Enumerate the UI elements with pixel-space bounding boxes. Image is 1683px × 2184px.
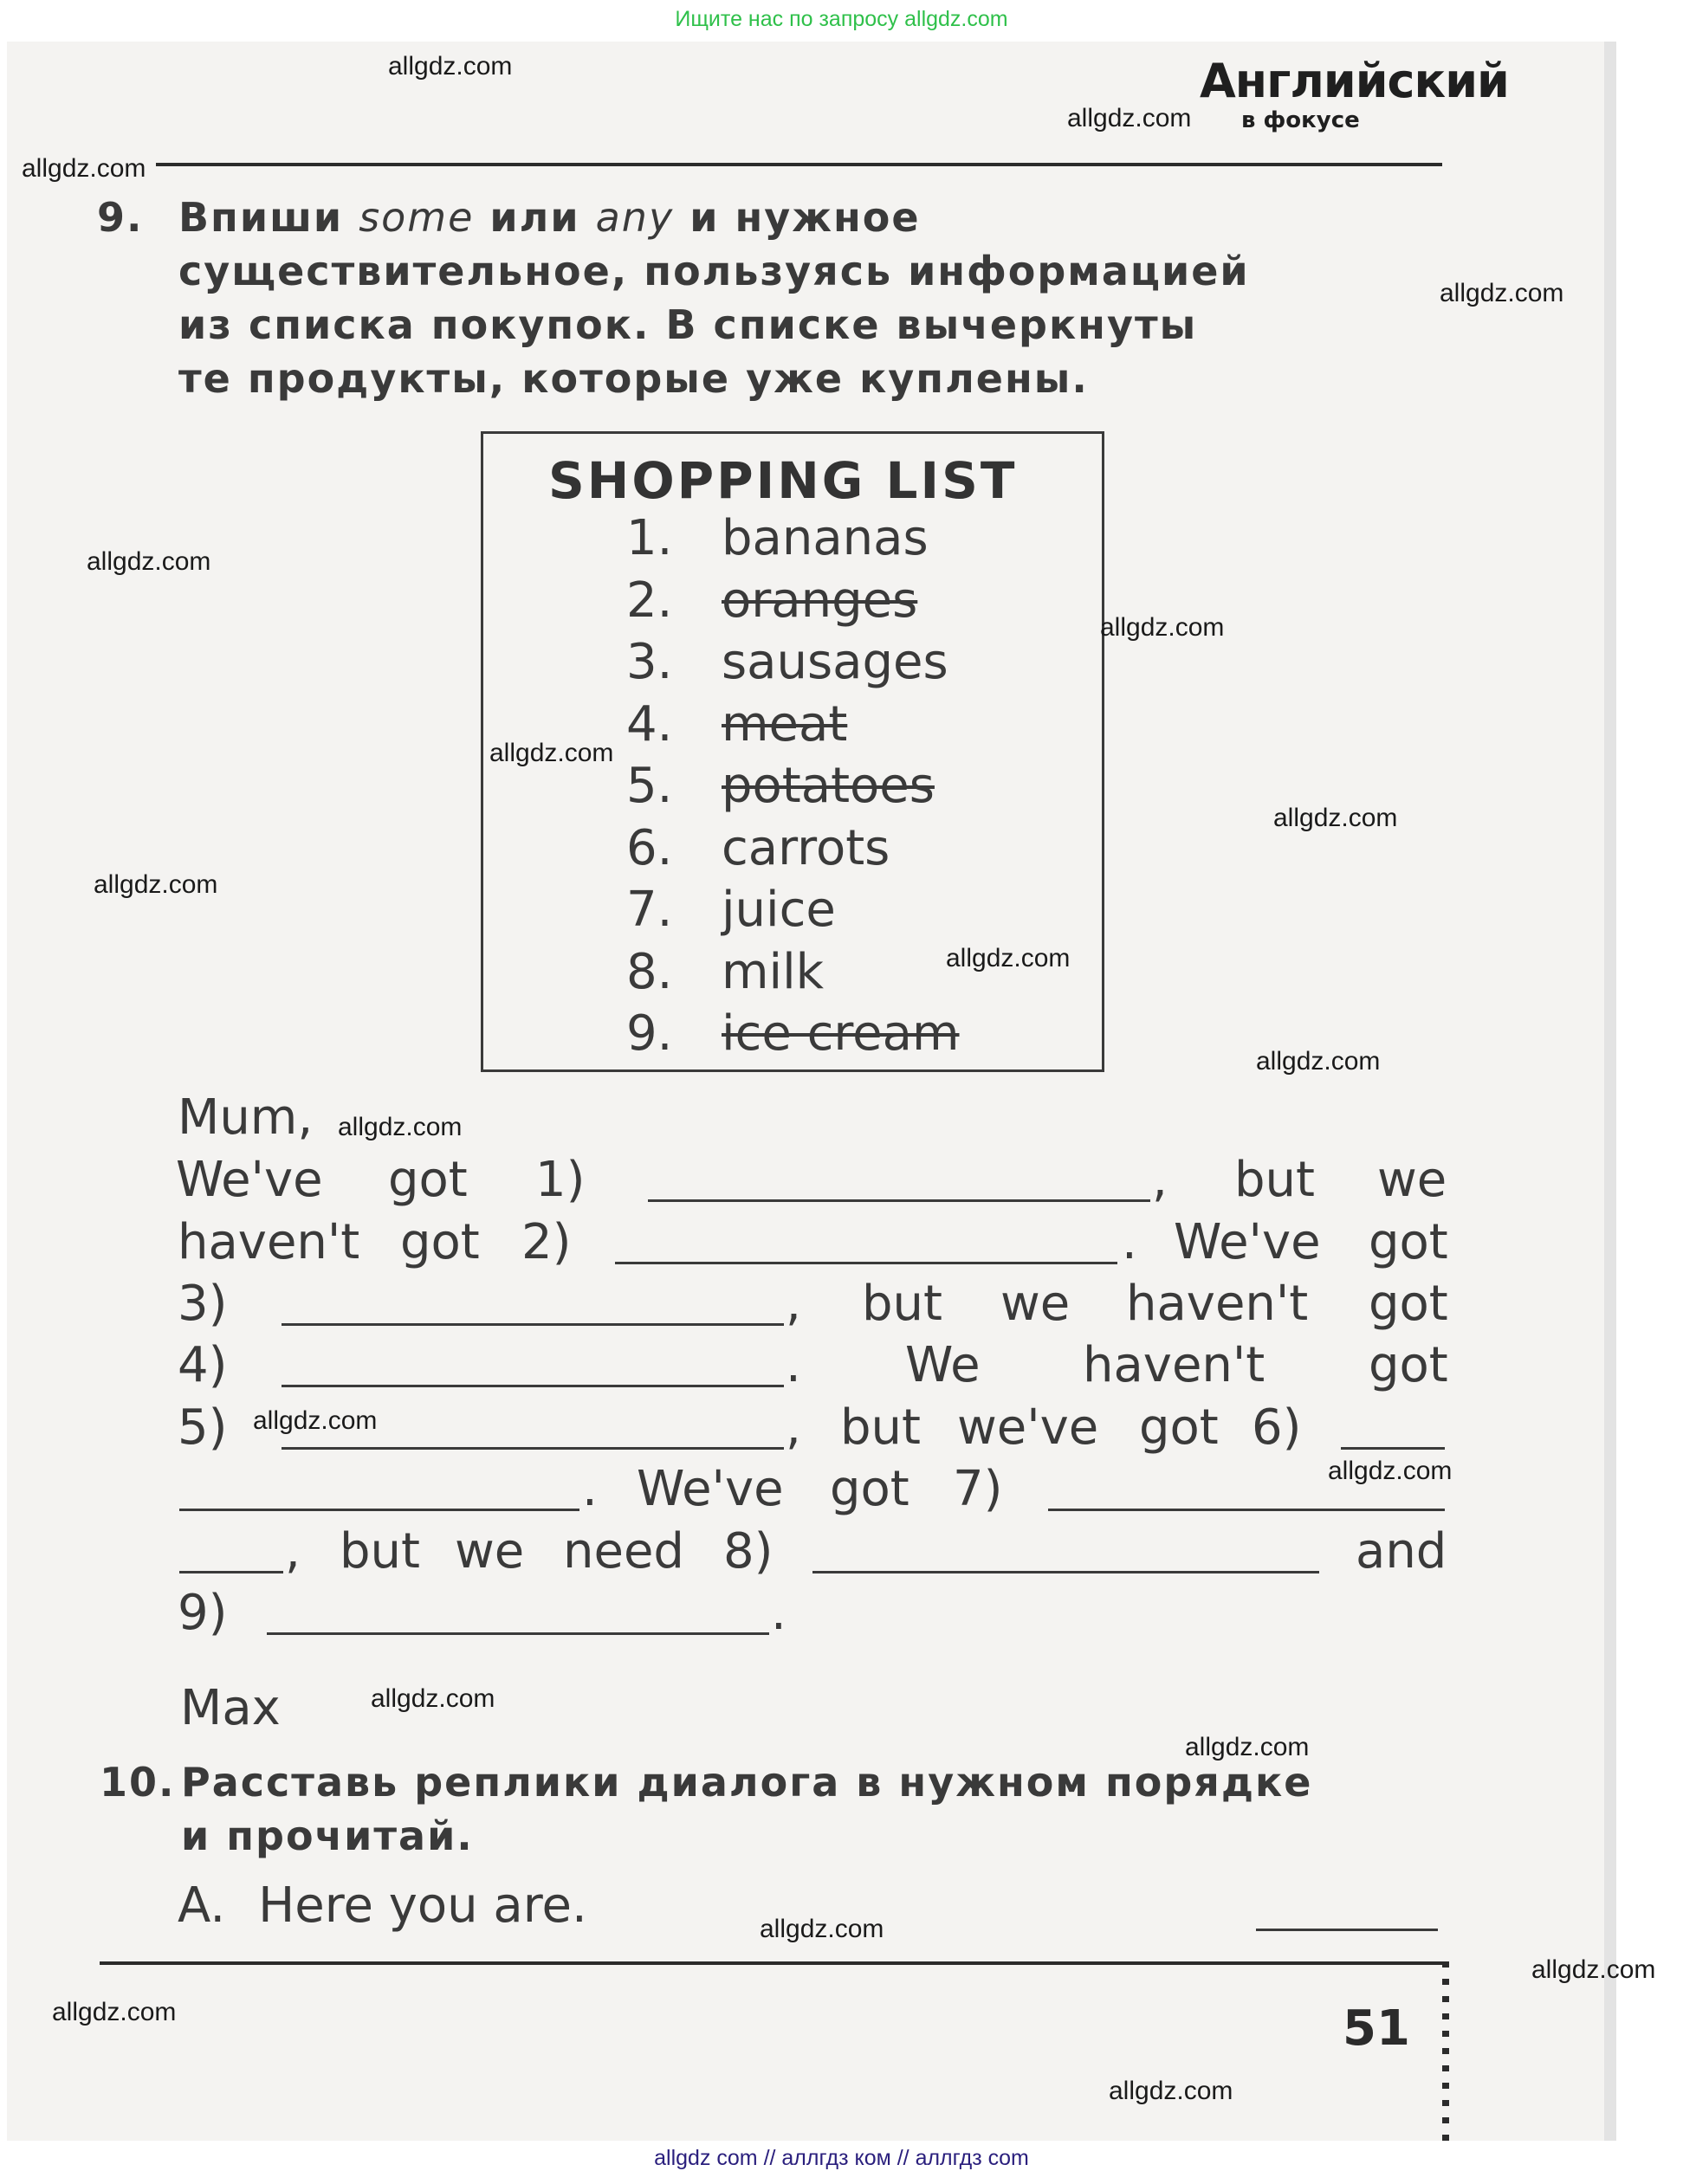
text-word: got xyxy=(830,1461,909,1517)
text-word: we xyxy=(1377,1152,1447,1208)
list-item xyxy=(626,820,890,882)
answer-blank-8[interactable] xyxy=(812,1571,1319,1573)
text-word: haven't xyxy=(178,1214,360,1270)
text-word: sausages xyxy=(722,634,948,690)
reply-a-order-blank[interactable] xyxy=(1256,1929,1438,1931)
header-rule xyxy=(156,163,1442,166)
logo-subtitle: в фокусе xyxy=(1241,107,1360,133)
watermark: allgdz.com xyxy=(52,1998,177,2026)
watermark: allgdz.com xyxy=(760,1915,884,1943)
task-9-line-2: существительное, пользуясь информацией xyxy=(178,248,1250,294)
list-item-crossed xyxy=(626,1005,960,1068)
text-word: juice xyxy=(722,882,836,938)
task-10-line-2: и прочитай. xyxy=(181,1812,474,1859)
item-number: 1. xyxy=(626,510,673,566)
text-word: got xyxy=(400,1214,480,1270)
answer-blank-9[interactable] xyxy=(267,1632,769,1635)
list-item xyxy=(626,882,836,944)
watermark: allgdz.com xyxy=(946,944,1071,972)
item-number: 5. xyxy=(626,758,673,814)
watermark: allgdz.com xyxy=(87,547,211,576)
text-word: potatoes xyxy=(722,758,935,814)
text-word: 2) xyxy=(521,1214,572,1270)
watermark: allgdz.com xyxy=(1100,613,1225,642)
reply-a-label: A. xyxy=(178,1877,226,1934)
item-number: 8. xyxy=(626,944,673,1000)
watermark: allgdz.com xyxy=(338,1113,463,1141)
answer-blank-6-start[interactable] xyxy=(1341,1447,1445,1450)
list-item xyxy=(626,510,929,572)
task-9-line-3: из списка покупок. В списке вычеркнуты xyxy=(178,301,1198,348)
text-word: 4) xyxy=(178,1337,228,1393)
list-item xyxy=(626,944,824,1006)
text-word: 8) xyxy=(723,1523,774,1580)
text-word: we've xyxy=(957,1399,1099,1456)
watermark: allgdz.com xyxy=(1440,279,1564,307)
watermark: allgdz.com xyxy=(1531,1955,1656,1984)
word-some: some xyxy=(359,194,475,241)
watermark: allgdz.com xyxy=(388,52,513,81)
footer-rule xyxy=(100,1961,1447,1965)
list-item xyxy=(626,634,948,696)
watermark: allgdz.com xyxy=(1328,1457,1453,1485)
task-9-text: Впиши xyxy=(178,194,359,241)
text-word: . xyxy=(786,1337,801,1393)
task-9-text: и нужное xyxy=(674,194,921,241)
answer-blank-1[interactable] xyxy=(648,1199,1150,1202)
text-word: got xyxy=(1369,1214,1448,1270)
letter-line-4 xyxy=(0,1334,1683,1397)
text-word: but xyxy=(862,1276,942,1332)
letter-line-1 xyxy=(0,1149,1683,1212)
text-word: ice cream xyxy=(722,1005,960,1062)
task-9-line-1 xyxy=(178,191,921,244)
letter-line-2 xyxy=(0,1212,1683,1274)
page-edge xyxy=(1604,42,1616,2141)
watermark: allgdz.com xyxy=(1067,104,1192,132)
text-word: . xyxy=(1122,1214,1137,1270)
text-word: carrots xyxy=(722,820,890,876)
page-number: 51 xyxy=(1343,2000,1410,2057)
text-word: . xyxy=(582,1461,598,1517)
watermark: allgdz.com xyxy=(371,1684,495,1713)
text-word: and xyxy=(1356,1523,1447,1580)
text-word: haven't xyxy=(1083,1337,1265,1393)
text-word: We've xyxy=(637,1461,784,1517)
answer-blank-7-end[interactable] xyxy=(179,1571,283,1573)
text-word: We've xyxy=(176,1152,323,1208)
list-item-crossed xyxy=(626,758,935,820)
text-word: , xyxy=(1152,1152,1168,1208)
text-word: but xyxy=(840,1399,921,1456)
text-word: got xyxy=(1139,1399,1219,1456)
dotted-cut-line xyxy=(1442,1961,1449,2143)
answer-blank-3[interactable] xyxy=(282,1323,784,1326)
text-word: 6) xyxy=(1252,1399,1302,1456)
word-any: any xyxy=(595,194,675,241)
text-word: 5) xyxy=(178,1399,228,1456)
letter-signature: Max xyxy=(180,1680,281,1736)
item-number: 7. xyxy=(626,882,673,938)
letter-greeting: Mum, xyxy=(178,1089,314,1146)
text-word: but xyxy=(340,1523,420,1580)
answer-blank-6-end[interactable] xyxy=(179,1509,579,1511)
letter-line-7 xyxy=(0,1521,1683,1583)
task-10-number: 10. xyxy=(100,1759,176,1806)
watermark: allgdz.com xyxy=(253,1406,378,1435)
text-word: need xyxy=(563,1523,684,1580)
text-word: but xyxy=(1234,1152,1315,1208)
text-word: we xyxy=(1000,1276,1071,1332)
item-number: 2. xyxy=(626,572,673,629)
text-word: 1) xyxy=(535,1152,586,1208)
text-word: got xyxy=(388,1152,468,1208)
watermark: allgdz.com xyxy=(1256,1047,1381,1076)
task-9-number: 9. xyxy=(97,194,144,241)
watermark: allgdz.com xyxy=(94,870,218,899)
reply-a-text: Here you are. xyxy=(258,1877,587,1934)
text-word: bananas xyxy=(722,510,929,566)
watermark: allgdz.com xyxy=(489,739,614,767)
text-word: We've xyxy=(1174,1214,1321,1270)
answer-blank-4[interactable] xyxy=(282,1385,784,1387)
logo-title: Английский xyxy=(1200,54,1509,108)
task-10-line-1: Расставь реплики диалога в нужном порядке xyxy=(181,1759,1313,1806)
item-number: 6. xyxy=(626,820,673,876)
answer-blank-2[interactable] xyxy=(615,1262,1117,1264)
text-word: , xyxy=(285,1523,301,1580)
text-word: 9) xyxy=(178,1585,228,1641)
text-word: meat xyxy=(722,696,848,753)
text-word: milk xyxy=(722,944,825,1000)
text-word: We xyxy=(905,1337,981,1393)
reply-a xyxy=(178,1875,587,1937)
text-word: , xyxy=(786,1276,801,1332)
text-word: we xyxy=(455,1523,525,1580)
text-word: got xyxy=(1369,1276,1448,1332)
letter-line-3 xyxy=(0,1273,1683,1335)
bottom-banner[interactable]: allgdz com // аллгдз ком // аллгдз com xyxy=(654,2146,1029,2170)
textbook-logo xyxy=(1200,54,1509,140)
text-word: 7) xyxy=(953,1461,1003,1517)
item-number: 9. xyxy=(626,1005,673,1062)
text-word: , xyxy=(786,1399,801,1456)
text-word: haven't xyxy=(1126,1276,1309,1332)
item-number: 3. xyxy=(626,634,673,690)
answer-blank-5[interactable] xyxy=(282,1447,784,1450)
task-9-line-4: те продукты, которые уже куплены. xyxy=(178,355,1089,402)
text-word: . xyxy=(771,1585,786,1641)
text-word: got xyxy=(1369,1337,1448,1393)
list-item-crossed xyxy=(626,572,917,635)
item-number: 4. xyxy=(626,696,673,753)
answer-blank-7-start[interactable] xyxy=(1048,1509,1445,1511)
list-item-crossed xyxy=(626,696,847,759)
watermark: allgdz.com xyxy=(1273,804,1398,832)
task-9-text: или xyxy=(474,194,596,241)
shopping-list-title: SHOPPING LIST xyxy=(548,451,1018,510)
watermark: allgdz.com xyxy=(1185,1733,1310,1761)
watermark: allgdz.com xyxy=(22,154,146,183)
letter-line-8 xyxy=(0,1582,1683,1644)
watermark: allgdz.com xyxy=(1109,2077,1233,2105)
text-word: 3) xyxy=(178,1276,228,1332)
top-banner[interactable]: Ищите нас по запросу allgdz.com xyxy=(675,7,1008,31)
text-word: oranges xyxy=(722,572,918,629)
